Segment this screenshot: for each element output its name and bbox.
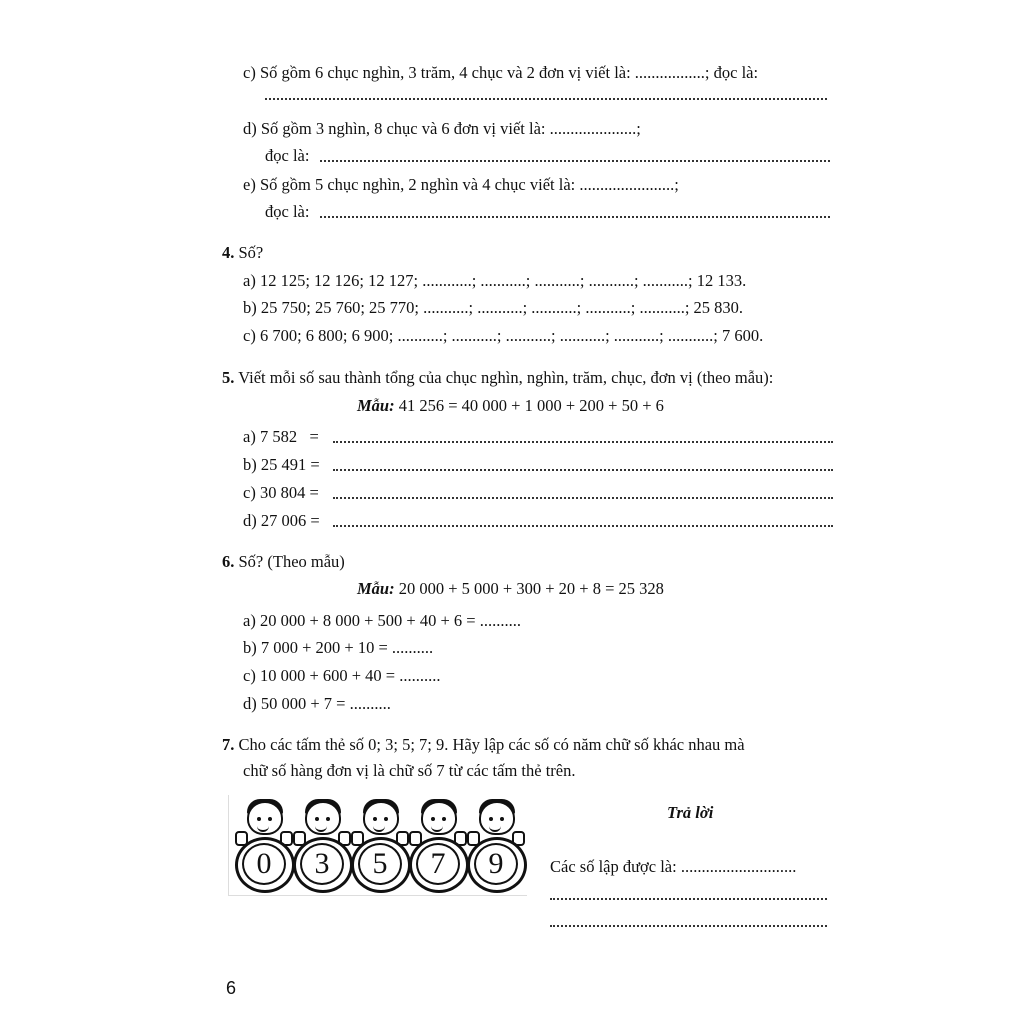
ex6-heading-text: Số? (Theo mẫu) (238, 552, 345, 571)
ex4-heading (222, 242, 263, 264)
answer-blank[interactable] (550, 898, 827, 900)
child-card-3 (293, 795, 349, 893)
number-card-digit: 9 (474, 843, 518, 885)
answer-blank[interactable] (333, 497, 833, 499)
ex5-example-text: 41 256 = 40 000 + 1 000 + 200 + 50 + 6 (398, 396, 664, 415)
ex3-d-line: d) Số gồm 3 nghìn, 8 chục và 6 đơn vị viết là: .....................; (243, 119, 641, 138)
answer-label: Các số lập được là: ............................ (550, 857, 797, 876)
ex3-e-read-label: đọc là: (265, 202, 310, 221)
answer-blank[interactable] (265, 98, 827, 100)
ex4-number: 4. (222, 243, 235, 262)
answer-blank[interactable] (320, 216, 830, 218)
ex6-example-text: 20 000 + 5 000 + 300 + 20 + 8 = 25 328 (398, 579, 664, 598)
child-card-7 (409, 795, 465, 893)
ex3-c-line: c) Số gồm 6 chục nghìn, 3 trăm, 4 chục và 2 đơn vị viết là: .................; đọc là: (243, 63, 759, 82)
answer-blank[interactable] (333, 441, 833, 443)
ex6-example-label: Mẫu: (357, 579, 395, 598)
answer-blank[interactable] (550, 925, 827, 927)
child-card-5 (351, 795, 407, 893)
child-card-9 (467, 795, 523, 893)
number-card (235, 837, 295, 893)
ex5-item-c: c) 30 804 = (243, 483, 319, 502)
ex4-a: a) 12 125; 12 126; 12 127; ............; ...........; ...........; ...........; ...........; 12 133. (243, 271, 747, 290)
ex5-item-d: d) 27 006 = (243, 511, 320, 530)
ex6-item-c: c) 10 000 + 600 + 40 = .......... (243, 666, 441, 685)
ex7-number: 7. (222, 735, 235, 754)
ex6-heading (222, 551, 345, 573)
ex5-heading (222, 367, 773, 389)
ex6-example (357, 578, 664, 600)
number-card-digit: 0 (242, 843, 286, 885)
ex6-item-d: d) 50 000 + 7 = .......... (243, 694, 391, 713)
ex4-b: b) 25 750; 25 760; 25 770; ...........; ...........; ...........; ...........; ...........; 25 830. (243, 298, 744, 317)
number-card (409, 837, 469, 893)
answer-blank[interactable] (333, 525, 833, 527)
ex5-item-b: b) 25 491 = (243, 455, 320, 474)
page-number: 6 (226, 978, 237, 998)
number-card-digit: 3 (300, 843, 344, 885)
ex6-item-a: a) 20 000 + 8 000 + 500 + 40 + 6 = .......... (243, 611, 521, 630)
ex4-heading-text: Số? (238, 243, 264, 262)
number-card (467, 837, 527, 893)
number-card-digit: 5 (358, 843, 402, 885)
answer-blank[interactable] (333, 469, 833, 471)
ex3-e-line: e) Số gồm 5 chục nghìn, 2 nghìn và 4 chục viết là: .......................; (243, 175, 679, 194)
ex5-heading-text: Viết mỗi số sau thành tổng của chục nghìn, nghìn, trăm, chục, đơn vị (theo mẫu): (238, 368, 774, 387)
ex7-line2: chữ số hàng đơn vị là chữ số 7 từ các tấm thẻ trên. (243, 761, 576, 780)
ex5-example-label: Mẫu: (357, 396, 395, 415)
ex5-item-a: a) 7 582 = (243, 427, 319, 446)
ex4-c: c) 6 700; 6 800; 6 900; ...........; ...........; ...........; ...........; ...........; ...........; 7 600. (243, 326, 764, 345)
answer-title: Trả lời (667, 803, 714, 822)
ex6-item-b: b) 7 000 + 200 + 10 = .......... (243, 638, 434, 657)
ex7-line1-text: Cho các tấm thẻ số 0; 3; 5; 7; 9. Hãy lập các số có năm chữ số khác nhau mà (238, 735, 745, 754)
ex3-d-read-label: đọc là: (265, 146, 310, 165)
answer-blank[interactable] (320, 160, 830, 162)
number-card (293, 837, 353, 893)
ex6-number: 6. (222, 552, 235, 571)
number-card (351, 837, 411, 893)
child-card-0 (235, 795, 291, 893)
number-card-digit: 7 (416, 843, 460, 885)
ex5-number: 5. (222, 368, 235, 387)
ex7-line1 (222, 734, 745, 756)
number-cards-illustration (228, 795, 527, 896)
ex5-example (357, 395, 664, 417)
